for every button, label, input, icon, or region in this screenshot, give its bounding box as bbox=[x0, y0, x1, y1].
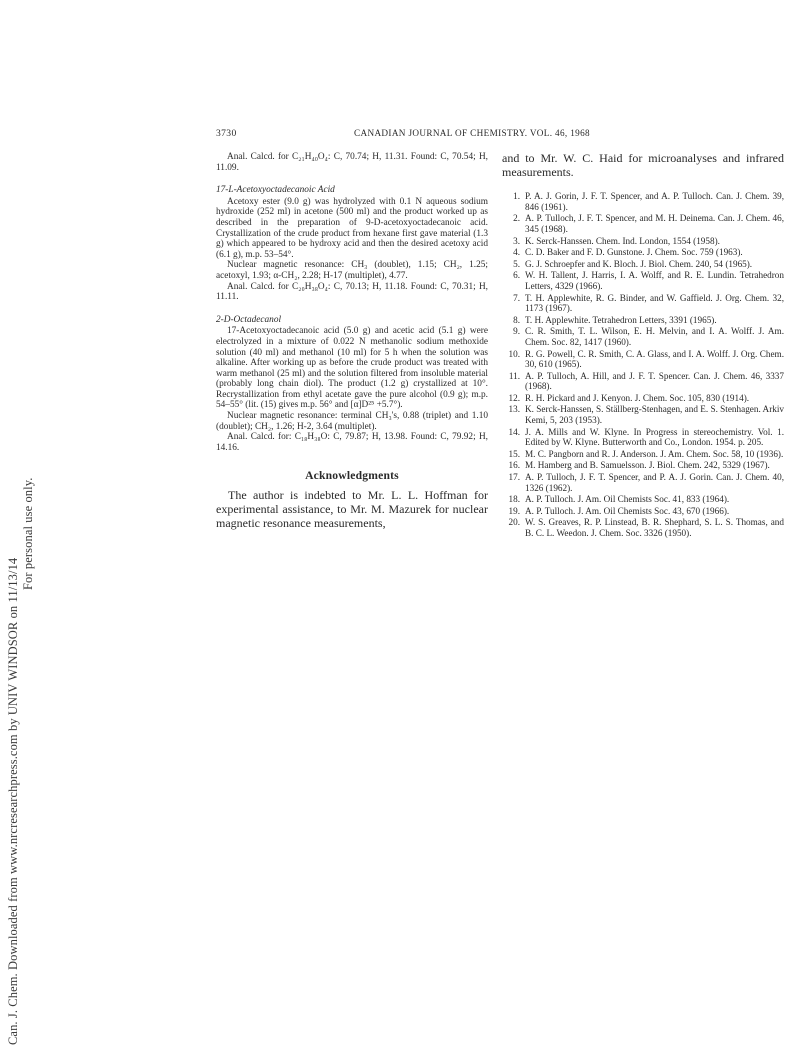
nmr-paragraph: Nuclear magnetic resonance: CH₃ (doublet), 1.15; CH₂, 1.25; acetoxyl, 1.93; α-CH₂, 2.28; H-17 (multiplet), 4.77. bbox=[216, 260, 488, 281]
reference-item bbox=[502, 460, 784, 471]
acknowledgments-heading: Acknowledgments bbox=[305, 469, 399, 483]
reference-number: 4. bbox=[513, 247, 520, 258]
reference-text: G. J. Schroepfer and K. Bloch. J. Biol. Chem. 240, 54 (1965). bbox=[525, 258, 753, 269]
reference-text: M. C. Pangborn and R. J. Anderson. J. Am. Chem. Soc. 58, 10 (1936). bbox=[525, 448, 784, 459]
reference-text: A. P. Tulloch, J. F. T. Spencer, and P. A. J. Gorin. Can. J. Chem. 40, 1326 (1962). bbox=[525, 472, 784, 493]
reference-number: 3. bbox=[513, 235, 520, 246]
reference-text: A. P. Tulloch, J. F. T. Spencer, and M. H. Deinema. Can. J. Chem. 46, 345 (1968). bbox=[525, 213, 784, 234]
reference-item bbox=[502, 371, 784, 392]
reference-item bbox=[502, 270, 784, 291]
reference-text: A. P. Tulloch. J. Am. Oil Chemists Soc. 41, 833 (1964). bbox=[525, 494, 730, 505]
reference-number: 13. bbox=[508, 404, 520, 415]
reference-text: C. R. Smith, T. L. Wilson, E. H. Melvin, and I. A. Wolff. J. Am. Chem. Soc. 82, 1417 (1960). bbox=[525, 326, 784, 347]
reference-item bbox=[502, 506, 784, 517]
reference-number: 5. bbox=[513, 258, 520, 269]
analysis-paragraph: Anal. Calcd. for C₂₀H₃₈O₄: C, 70.13; H, 11.18. Found: C, 70.31; H, 11.11. bbox=[216, 281, 488, 303]
reference-number: 12. bbox=[508, 392, 520, 403]
reference-text: J. A. Mills and W. Klyne. In Progress in stereochemistry. Vol. 1. Edited by W. Klyne. Butterworth and Co., London. 1954. p. 205. bbox=[525, 426, 784, 448]
reference-number: 10. bbox=[508, 348, 520, 359]
reference-text: K. Serck-Hanssen, S. Ställberg-Stenhagen, and E. S. Stenhagen. Arkiv Kemi, 5, 203 (1953). bbox=[525, 404, 784, 426]
nmr-paragraph: Nuclear magnetic resonance: terminal CH₃'s, 0.88 (triplet) and 1.10 (doublet); CH₂, 1.26; H-2, 3.64 (multiplet). bbox=[216, 411, 488, 432]
reference-item bbox=[502, 259, 784, 270]
download-notice: Can. J. Chem. Downloaded from www.nrcresearchpress.com by UNIV WINDSOR on 11/13/14 bbox=[6, 557, 20, 1045]
reference-number: 14. bbox=[508, 426, 520, 437]
section-heading: 2-D-Octadecanol bbox=[216, 314, 282, 325]
reference-item bbox=[502, 427, 784, 448]
reference-text: C. D. Baker and F. D. Gunstone. J. Chem. Soc. 759 (1963). bbox=[525, 247, 743, 258]
reference-text: A. P. Tulloch. J. Am. Oil Chemists Soc. 43, 670 (1966). bbox=[525, 505, 730, 516]
reference-item bbox=[502, 494, 784, 505]
analysis-paragraph: Anal. Calcd. for C₂₁H₄₀O₄: C, 70.74; H, 11.31. Found: C, 70.54; H, 11.09. bbox=[216, 152, 488, 173]
reference-number: 11. bbox=[508, 370, 520, 381]
reference-text: R. H. Pickard and J. Kenyon. J. Chem. Soc. 105, 830 (1914). bbox=[525, 392, 750, 403]
reference-item bbox=[502, 472, 784, 493]
reference-number: 16. bbox=[508, 460, 520, 471]
personal-use-notice: For personal use only. bbox=[21, 477, 35, 590]
acknowledgments-continued: and to Mr. W. C. Haid for microanalyses and infrared measurements. bbox=[502, 151, 784, 179]
reference-number: 8. bbox=[513, 314, 520, 325]
reference-text: R. G. Powell, C. R. Smith, C. A. Glass, and I. A. Wolff. J. Org. Chem. 30, 610 (1965). bbox=[525, 348, 784, 370]
reference-list bbox=[502, 191, 784, 538]
reference-text: M. Hamberg and B. Samuelsson. J. Biol. Chem. 242, 5329 (1967). bbox=[525, 460, 770, 471]
page-header bbox=[216, 128, 626, 142]
reference-item bbox=[502, 517, 784, 538]
reference-item bbox=[502, 393, 784, 404]
reference-number: 7. bbox=[513, 292, 520, 303]
reference-number: 2. bbox=[513, 213, 520, 224]
reference-item bbox=[502, 449, 784, 460]
reference-item bbox=[502, 236, 784, 247]
reference-item bbox=[502, 247, 784, 258]
acknowledgments-text: The author is indebted to Mr. L. L. Hoffman for experimental assistance, to Mr. M. Mazurek for nuclear magnetic resonance measurements, bbox=[216, 488, 488, 530]
reference-text: T. H. Applewhite, R. G. Binder, and W. Gaffield. J. Org. Chem. 32, 1173 (1967). bbox=[525, 292, 784, 314]
analysis-paragraph: Anal. Calcd. for: C₁₈H₃₈O: C, 79.87; H, 13.98. Found: C, 79.92; H, 14.16. bbox=[216, 432, 488, 453]
page-number: 3730 bbox=[216, 128, 237, 139]
reference-item bbox=[502, 293, 784, 314]
body-paragraph: 17-Acetoxyoctadecanoic acid (5.0 g) and acetic acid (5.1 g) were electrolyzed in a mixture of 0.022 N methanolic sodium methoxide solution (40 ml) and methanol (10 ml) for 5 h when the solution was alkaline. After working up as before the crude product was treated with warm methanol (25 ml) and the solution filtered from insoluble material (probably long chain diol). The product (1.2 g) crystallized at 10°. Recrystallization from ethyl acetate gave the pure alcohol (0.9 g); m.p. 54–55° (lit. (15) gives m.p. 56° and [α]D²⁵ +5.7°). bbox=[216, 326, 488, 411]
right-column bbox=[502, 152, 784, 540]
reference-number: 20. bbox=[508, 517, 520, 528]
reference-number: 6. bbox=[513, 270, 520, 281]
reference-number: 17. bbox=[508, 472, 520, 483]
reference-number: 18. bbox=[508, 494, 520, 505]
side-watermark bbox=[4, 0, 36, 1052]
reference-text: A. P. Tulloch, A. Hill, and J. F. T. Spencer. Can. J. Chem. 46, 3337 (1968). bbox=[525, 370, 784, 392]
reference-item bbox=[502, 213, 784, 234]
section-heading: 17-L-Acetoxyoctadecanoic Acid bbox=[216, 185, 335, 196]
reference-item bbox=[502, 404, 784, 425]
reference-text: K. Serck-Hanssen. Chem. Ind. London, 1554 (1958). bbox=[525, 235, 720, 246]
left-column bbox=[216, 152, 488, 530]
reference-text: W. S. Greaves, R. P. Linstead, B. R. Shephard, S. L. S. Thomas, and B. C. L. Weedon. J. Chem. Soc. 3326 (1950). bbox=[525, 517, 784, 538]
reference-item bbox=[502, 191, 784, 212]
reference-text: W. H. Tallent, J. Harris, I. A. Wolff, and R. E. Lundin. Tetrahedron Letters, 4329 (1966). bbox=[525, 270, 784, 291]
body-paragraph: Acetoxy ester (9.0 g) was hydrolyzed with 0.1 N aqueous sodium hydroxide (252 ml) in acetone (500 ml) and the product worked up as described in the preparation of 9-D-acetoxyoctadecanoic acid. Crystallization of the crude product from hexane first gave material (1.3 g) which appeared to be hydroxy acid and then the desired acetoxy acid (6.1 g), m.p. 53–54°. bbox=[216, 196, 488, 260]
reference-item bbox=[502, 349, 784, 370]
reference-number: 1. bbox=[513, 191, 520, 202]
reference-text: P. A. J. Gorin, J. F. T. Spencer, and A. P. Tulloch. Can. J. Chem. 39, 846 (1961). bbox=[525, 191, 784, 212]
running-title: CANADIAN JOURNAL OF CHEMISTRY. VOL. 46, 1968 bbox=[354, 128, 590, 138]
reference-text: T. H. Applewhite. Tetrahedron Letters, 3391 (1965). bbox=[525, 314, 717, 325]
reference-number: 9. bbox=[513, 326, 520, 337]
reference-number: 19. bbox=[508, 505, 520, 516]
reference-item bbox=[502, 326, 784, 347]
reference-number: 15. bbox=[508, 448, 520, 459]
reference-item bbox=[502, 315, 784, 326]
